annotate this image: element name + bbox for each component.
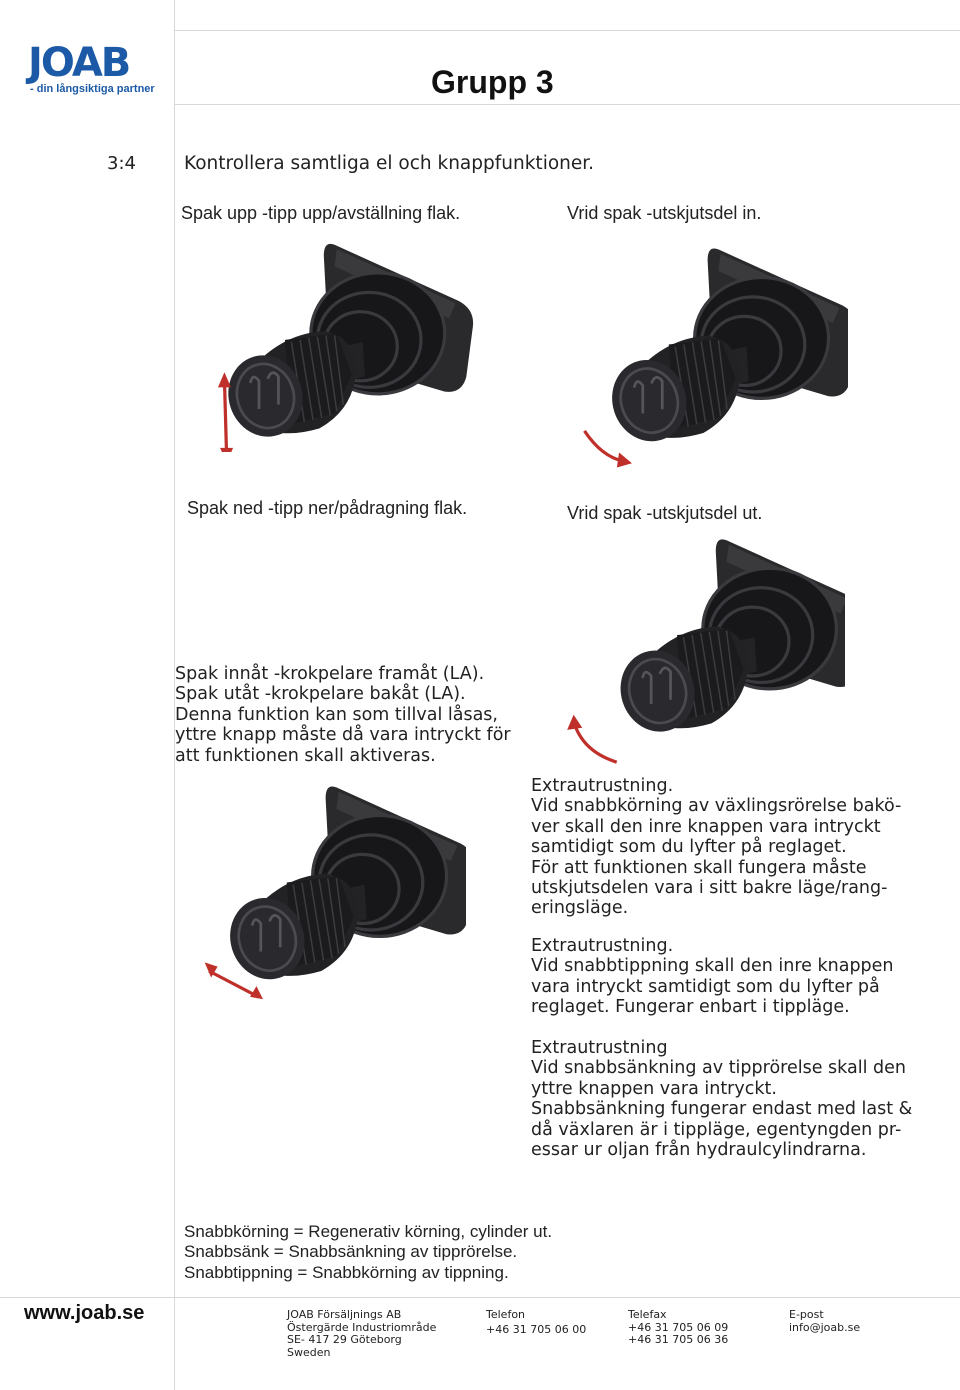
fax-label: Telefax bbox=[628, 1308, 667, 1321]
footer-rule bbox=[0, 1297, 960, 1298]
extra-line: utskjutsdelen vara i sitt bakre läge/rang- bbox=[531, 878, 888, 899]
email-label: E-post bbox=[789, 1308, 824, 1321]
joystick-illustration-rotate-in bbox=[578, 232, 848, 472]
extra-line: Vid snabbsänkning av tipprörelse skall den bbox=[531, 1058, 906, 1079]
arrow-rotate-cw-icon bbox=[584, 431, 632, 468]
fax-number: +46 31 705 06 36 bbox=[628, 1333, 729, 1346]
extra-line: då växlaren är i tippläge, egentyngden pr- bbox=[531, 1119, 902, 1140]
footer-phone bbox=[486, 1309, 586, 1336]
section-number: 3:4 bbox=[107, 153, 136, 174]
extra-line: vara intryckt samtidigt som du lyfter på bbox=[531, 976, 880, 997]
extra-block-3 bbox=[531, 1038, 912, 1160]
extra-line: yttre knappen vara intryckt. bbox=[531, 1078, 777, 1099]
definitions bbox=[184, 1222, 552, 1283]
section-heading: Kontrollera samtliga el och knappfunktioner. bbox=[184, 153, 595, 174]
logo-tagline: - din långsiktiga partner bbox=[30, 83, 155, 95]
extra-line: För att funktionen skall fungera måste bbox=[531, 857, 867, 878]
company-line: Sweden bbox=[287, 1345, 331, 1359]
header-rule bbox=[174, 30, 960, 31]
extra-line: Vid snabbkörning av växlingsrörelse bakö- bbox=[531, 796, 902, 817]
definition-line: Snabbtippning = Snabbkörning av tippning. bbox=[184, 1262, 509, 1282]
email-address[interactable]: info@joab.se bbox=[789, 1320, 861, 1334]
caption-vrid-ut: Vrid spak -utskjutsdel ut. bbox=[567, 503, 763, 523]
extra-line: reglaget. Fungerar enbart i tippläge. bbox=[531, 997, 850, 1018]
logo-wordmark: JOAB bbox=[28, 40, 130, 86]
title-rule bbox=[174, 104, 960, 105]
footer-email bbox=[789, 1309, 860, 1334]
caption-spak-ned: Spak ned -tipp ner/pådragning flak. bbox=[187, 498, 468, 518]
joystick-illustration-rotate-out bbox=[565, 528, 845, 768]
extra-line: Extrautrustning. bbox=[531, 776, 674, 796]
definition-line: Snabbsänk = Snabbsänkning av tipprörelse. bbox=[184, 1242, 518, 1262]
extra-line: Snabbsänkning fungerar endast med last & bbox=[531, 1099, 913, 1120]
arrow-rotate-ccw-icon bbox=[567, 715, 617, 762]
extra-line: Extrautrustning bbox=[531, 1038, 668, 1058]
extra-line: eringsläge. bbox=[531, 898, 629, 919]
phone-number: +46 31 705 06 00 bbox=[486, 1322, 587, 1336]
left-note bbox=[175, 664, 511, 766]
company-line: SE- 417 29 Göteborg bbox=[287, 1333, 402, 1346]
joystick-illustration-in-out bbox=[196, 775, 466, 1005]
extra-block-2 bbox=[531, 936, 894, 1018]
definition-line: Snabbkörning = Regenerativ körning, cylinder ut. bbox=[184, 1222, 553, 1241]
caption-vrid-in: Vrid spak -utskjutsdel in. bbox=[567, 203, 762, 223]
footer-fax bbox=[628, 1309, 728, 1347]
joab-logo bbox=[28, 40, 129, 86]
company-line: Östergärde Industriområde bbox=[287, 1320, 437, 1334]
footer-company bbox=[287, 1309, 436, 1359]
extra-line: ver skall den inre knappen vara intryckt bbox=[531, 816, 881, 837]
extra-line: essar ur oljan från hydraulcylindrarna. bbox=[531, 1140, 867, 1161]
caption-spak-upp: Spak upp -tipp upp/avställning flak. bbox=[181, 203, 461, 223]
left-note-line: Spak utåt -krokpelare bakåt (LA). bbox=[175, 684, 466, 705]
extra-line: Extrautrustning. bbox=[531, 936, 674, 956]
left-note-line: att funktionen skall aktiveras. bbox=[175, 745, 436, 766]
fax-number: +46 31 705 06 09 bbox=[628, 1320, 729, 1334]
page-title: Grupp 3 bbox=[431, 64, 554, 100]
left-note-line: Spak innåt -krokpelare framåt (LA). bbox=[175, 664, 485, 684]
footer-website[interactable]: www.joab.se bbox=[24, 1302, 145, 1324]
left-note-line: yttre knapp måste då vara intryckt för bbox=[175, 725, 511, 746]
company-line: JOAB Försäljnings AB bbox=[287, 1308, 402, 1321]
extra-line: Vid snabbtippning skall den inre knappen bbox=[531, 956, 894, 977]
extra-line: samtidigt som du lyfter på reglaget. bbox=[531, 837, 847, 858]
left-note-line: Denna funktion kan som tillval låsas, bbox=[175, 704, 498, 725]
extra-block-1 bbox=[531, 776, 901, 919]
phone-label: Telefon bbox=[486, 1308, 526, 1321]
joystick-illustration-up-down bbox=[205, 232, 475, 452]
